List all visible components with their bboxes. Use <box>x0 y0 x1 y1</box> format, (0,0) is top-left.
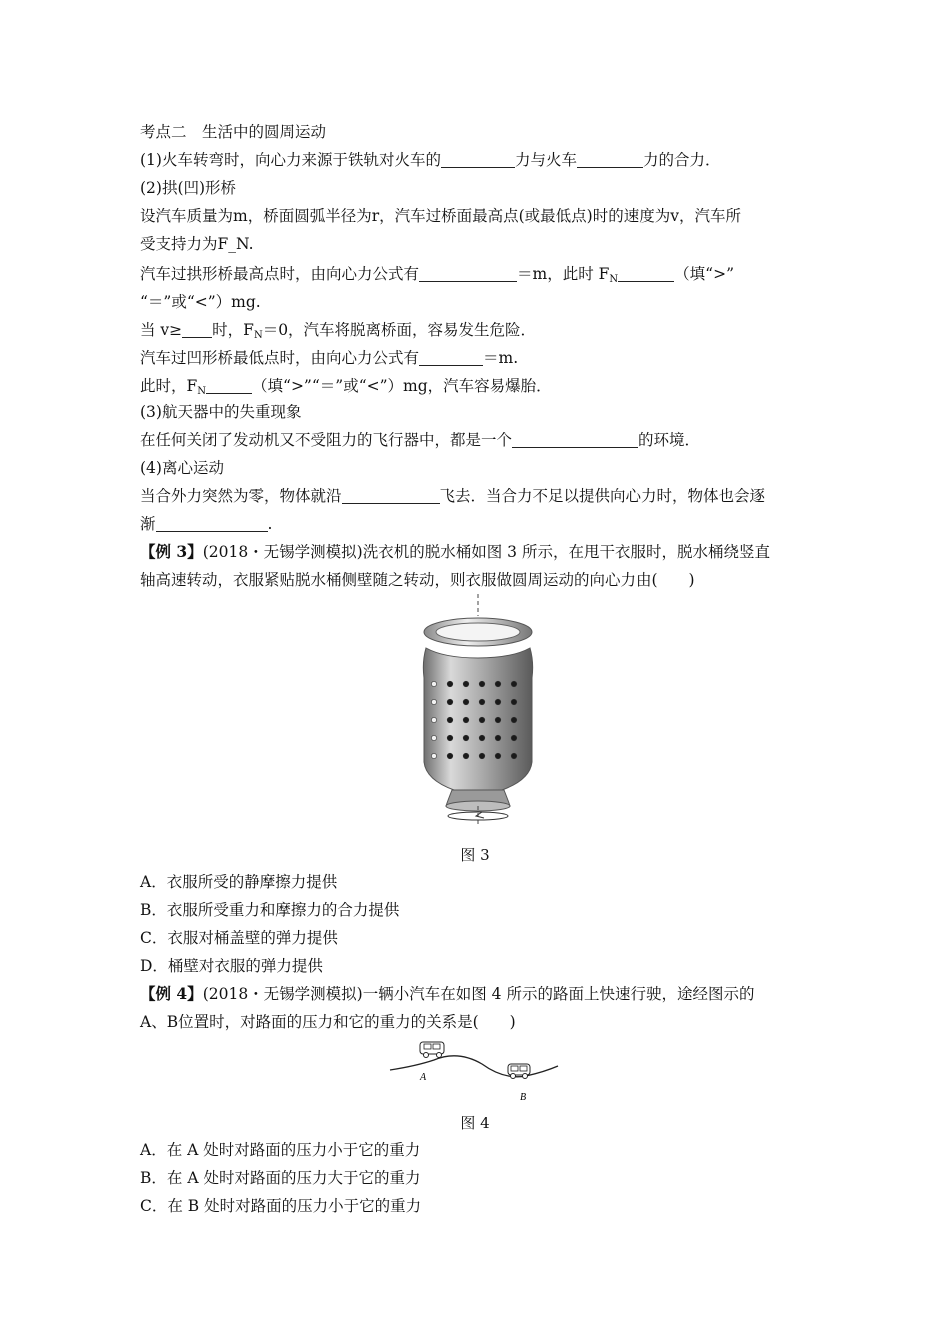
item3-title: (3)航天器中的失重现象 <box>140 403 302 421</box>
figure3-caption: 图 3 <box>460 846 490 864</box>
drum-hole <box>463 753 469 759</box>
drum-hole <box>479 699 485 705</box>
example3-option-d[interactable]: D．桶壁对衣服的弹力提供 <box>140 957 323 975</box>
drum-hole <box>463 699 469 705</box>
example3-tag: 【例 3】 <box>140 542 203 561</box>
item3-l1-post: 的环境． <box>638 431 701 449</box>
drum-hole <box>511 717 517 723</box>
drum-hole <box>495 735 501 741</box>
example4-option-a[interactable]: A．在 A 处时对路面的压力小于它的重力 <box>140 1141 421 1159</box>
car-a-icon <box>420 1042 444 1058</box>
figure4-caption: 图 4 <box>460 1114 490 1132</box>
item4-line2 <box>140 512 272 536</box>
drum-hole <box>431 681 436 686</box>
item2-line3 <box>140 262 734 292</box>
item2-l7-pre: 此时，F <box>140 377 198 395</box>
item1-pre: (1)火车转弯时，向心力来源于铁轨对火车的 <box>140 151 441 169</box>
drum-hole <box>447 735 453 741</box>
item1-post: 力的合力． <box>642 151 721 169</box>
drum-hole <box>511 753 517 759</box>
example3-option-b[interactable]: B．衣服所受重力和摩擦力的合力提供 <box>140 901 400 919</box>
example4-line2: A、B位置时，对路面的压力和它的重力的关系是( ) <box>140 1013 516 1031</box>
item2-l3-pre: 汽车过拱形桥最高点时，由向心力公式有 <box>140 265 420 283</box>
blank-4[interactable] <box>618 265 674 282</box>
example4-line1 <box>140 982 754 1006</box>
drum-hole <box>511 699 517 705</box>
drum-hole <box>431 753 436 758</box>
road-curve <box>390 1056 558 1077</box>
drum-hole <box>495 681 501 687</box>
item2-l5-sub: N <box>253 330 263 341</box>
label-a: A <box>420 1072 427 1083</box>
example4-option-b[interactable]: B．在 A 处时对路面的压力大于它的重力 <box>140 1169 421 1187</box>
drum-hole <box>479 717 485 723</box>
blank-5[interactable] <box>182 321 212 338</box>
item2-l3-mid: ＝m，此时 F <box>517 265 610 283</box>
item2-l5-post: ＝0，汽车将脱离桥面，容易发生危险． <box>262 321 537 339</box>
drum-hole <box>511 681 517 687</box>
item1-mid: 力与火车 <box>514 151 577 169</box>
label-b: B <box>520 1092 527 1103</box>
item4-title: (4)离心运动 <box>140 459 224 477</box>
drum-hole <box>447 753 453 759</box>
item2-l5-mid: 时，F <box>212 321 254 339</box>
section-title: 考点二 生活中的圆周运动 <box>140 123 327 141</box>
drum-hole <box>431 735 436 740</box>
drum-hole <box>463 735 469 741</box>
item4-l1-post: 飞去．当合力不足以提供向心力时，物体也会逐 <box>439 487 766 505</box>
item2-l3-sub: N <box>609 274 619 285</box>
blank-8[interactable] <box>512 431 638 448</box>
item2-l3-post: （填“>” <box>674 265 734 283</box>
item2-title: (2)拱(凹)形桥 <box>140 179 237 197</box>
item1-line <box>140 148 721 172</box>
item2-l7-post: （填“>”“＝”或“<”）mg，汽车容易爆胎． <box>252 377 552 395</box>
example4-tag: 【例 4】 <box>140 984 203 1003</box>
item2-l5-pre: 当 v≥ <box>140 321 183 339</box>
item2-l7-sub: N <box>197 386 207 397</box>
drum-hole <box>479 753 485 759</box>
blank-3[interactable] <box>419 265 517 282</box>
spin-drum-figure <box>412 592 546 828</box>
drum-hole <box>463 717 469 723</box>
blank-7[interactable] <box>206 377 252 394</box>
drum-hole <box>495 699 501 705</box>
drum-hole <box>431 699 436 704</box>
example3-line1 <box>140 540 770 564</box>
arrow-head-icon <box>476 812 484 818</box>
blank-9[interactable] <box>342 487 440 504</box>
drum-hole <box>479 735 485 741</box>
drum-hole <box>479 681 485 687</box>
item2-l6-pre: 汽车过凹形桥最低点时，由向心力公式有 <box>140 349 420 367</box>
item4-l2-pre: 渐 <box>140 515 156 533</box>
road-figure <box>386 1036 562 1106</box>
drum-hole <box>511 735 517 741</box>
drum-opening <box>436 623 520 641</box>
item2-line4: “＝”或“<”）mg. <box>140 293 261 311</box>
example3-option-a[interactable]: A．衣服所受的静摩擦力提供 <box>140 873 338 891</box>
item2-line2: 受支持力为F_N. <box>140 235 254 253</box>
drum-hole <box>495 717 501 723</box>
item4-l1-pre: 当合外力突然为零，物体就沿 <box>140 487 342 505</box>
example3-line2: 轴高速转动，衣服紧贴脱水桶侧壁随之转动，则衣服做圆周运动的向心力由( ) <box>140 571 695 589</box>
item3-line1 <box>140 428 700 452</box>
item4-line1 <box>140 484 765 508</box>
blank-1[interactable] <box>441 151 515 168</box>
item3-l1-pre: 在任何关闭了发动机又不受阻力的飞行器中，都是一个 <box>140 431 513 449</box>
item2-line6 <box>140 346 518 370</box>
drum-hole <box>495 753 501 759</box>
example3-option-c[interactable]: C．衣服对桶盖壁的弹力提供 <box>140 929 338 947</box>
blank-6[interactable] <box>419 349 483 366</box>
item2-line5 <box>140 318 536 348</box>
drum-hole <box>447 699 453 705</box>
blank-10[interactable] <box>156 515 268 532</box>
drum-hole <box>431 717 436 722</box>
example4-option-c[interactable]: C．在 B 处时对路面的压力小于它的重力 <box>140 1197 422 1215</box>
example3-text1: (2018・无锡学测模拟)洗衣机的脱水桶如图 3 所示，在甩干衣服时，脱水桶绕竖直 <box>202 543 770 561</box>
blank-2[interactable] <box>577 151 643 168</box>
example4-text1: (2018・无锡学测模拟)一辆小汽车在如图 4 所示的路面上快速行驶，途经图示的 <box>202 985 755 1003</box>
item2-l6-post: ＝m. <box>483 349 519 367</box>
drum-hole <box>447 717 453 723</box>
item2-line1: 设汽车质量为m，桥面圆弧半径为r，汽车过桥面最高点(或最低点)时的速度为v，汽车所 <box>140 207 741 225</box>
item4-l2-post: . <box>267 515 273 533</box>
drum-hole <box>447 681 453 687</box>
drum-hole <box>463 681 469 687</box>
